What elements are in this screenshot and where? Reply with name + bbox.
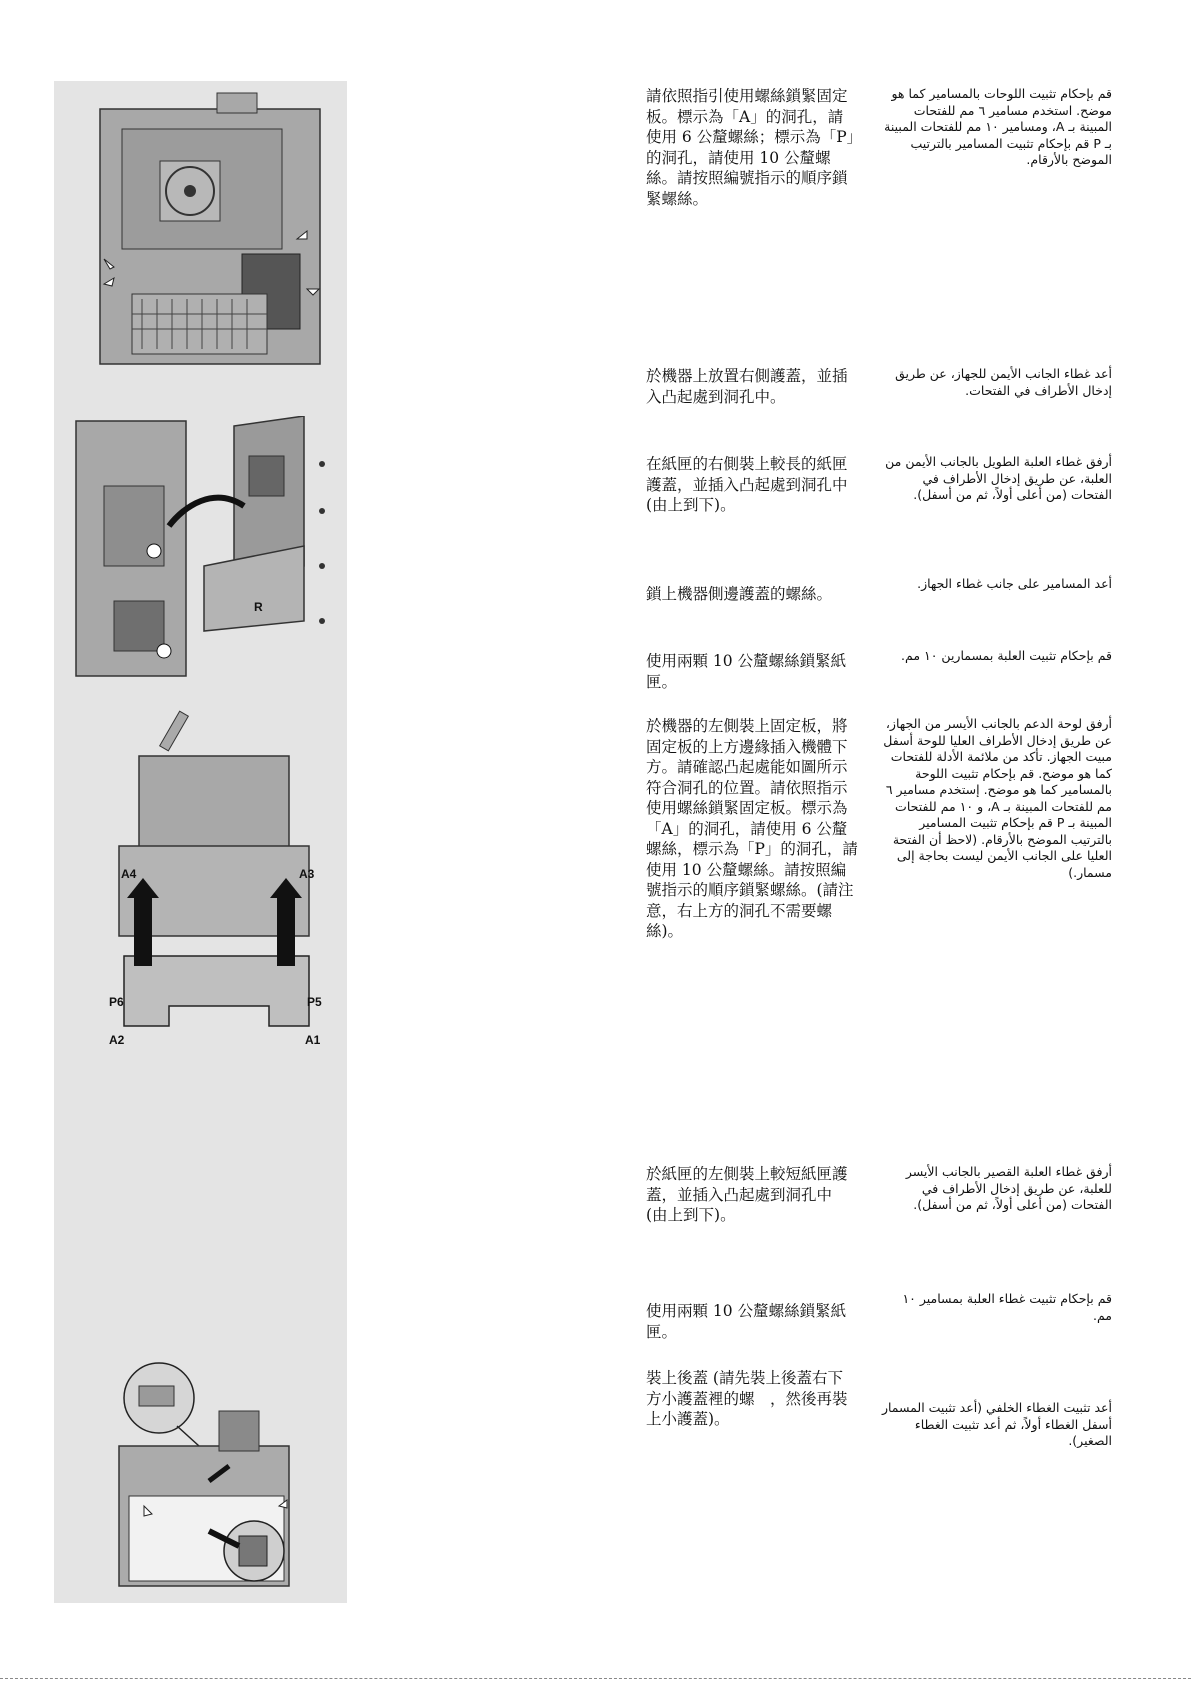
step-4-zh: 鎖上機器側邊護蓋的螺絲。 <box>646 585 833 603</box>
step-3-zh: 在紙匣的右側裝上較長的紙匣護蓋，並插入凸起處到洞孔中 (由上到下)。 <box>646 455 848 514</box>
step-9-ar: أعد تثبيت الغطاء الخلفي (أعد تثبيت المسمار أسفل الغطاء أولاً، ثم أعد تثبيت الغطاء الصغير). <box>881 1400 1112 1448</box>
rear-cover-illustration <box>99 1356 339 1596</box>
step-9-zh: 裝上後蓋 (請先裝上後蓋右下方小護蓋裡的螺 ，然後再裝上小護蓋)。 <box>646 1369 848 1428</box>
step-5-zh: 使用兩顆 10 公釐螺絲鎖緊紙匣。 <box>646 652 847 691</box>
step-8-ar: قم بإحكام تثبيت غطاء العلبة بمسامير ١٠ مم. <box>902 1291 1112 1323</box>
right-cover-label: R <box>254 600 263 614</box>
left-cover-illustration <box>94 1076 334 1346</box>
support-plate-illustration <box>109 706 329 1051</box>
step-1-ar: قم بإحكام تثبيت اللوحات بالمسامير كما هو موضح. استخدم مسامير ٦ مم للفتحات المبينة بـ A، ومسامير ١٠ مم للفتحات المبينة بـ P قم بإحكام تثبيت المسامير بالترتيب الموضح بالأرقام. <box>884 86 1112 167</box>
label-a2: A2 <box>109 1033 125 1047</box>
label-a3: A3 <box>299 867 315 881</box>
rear-plate-illustration <box>92 89 332 374</box>
step-3-ar: أرفق غطاء العلبة الطويل بالجانب الأيمن من العلبة، عن طريق إدخال الأطراف في الفتحات (من أعلى أولاً، ثم من أسفل). <box>885 454 1112 502</box>
step-7-zh: 於紙匣的左側裝上較短紙匣護蓋，並插入凸起處到洞孔中 (由上到下)。 <box>646 1165 848 1224</box>
label-a4: A4 <box>121 867 137 881</box>
illustration-panel <box>54 81 347 1603</box>
step-1-zh: 請依照指引使用螺絲鎖緊固定板。標示為「A」的洞孔，請使用 6 公釐螺絲；標示為「P」的洞孔，請使用 10 公釐螺絲。請按照編號指示的順序鎖緊螺絲。 <box>646 87 855 208</box>
label-p6: P6 <box>109 995 124 1009</box>
step-7-ar: أرفق غطاء العلبة القصير بالجانب الأيسر للعلبة، عن طريق إدخال الأطراف في الفتحات (من أعلى أولاً، ثم من أسفل). <box>905 1164 1112 1212</box>
right-covers-illustration <box>74 416 344 691</box>
step-6-zh: 於機器的左側裝上固定板，將固定板的上方邊緣插入機體下方。請確認凸起處能如圖所示符合洞孔的位置。請依照指示使用螺絲鎖緊固定板。標示為「A」的洞孔，請使用 6 公釐螺絲，標示為「P」的洞孔，請使用 10 公釐螺絲。請按照編號指示的順序鎖緊螺絲。(請注意，右上方的洞孔不需要螺絲)。 <box>646 717 858 940</box>
step-8-zh: 使用兩顆 10 公釐螺絲鎖緊紙匣。 <box>646 1302 847 1341</box>
page-bottom-rule <box>0 1678 1191 1679</box>
step-4-ar: أعد المسامير على جانب غطاء الجهاز. <box>917 576 1112 591</box>
step-2-zh: 於機器上放置右側護蓋，並插入凸起處到洞孔中。 <box>646 367 848 406</box>
step-5-ar: قم بإحكام تثبيت العلبة بمسمارين ١٠ مم. <box>901 648 1112 663</box>
label-p5: P5 <box>307 995 322 1009</box>
step-2-ar: أعد غطاء الجانب الأيمن للجهاز، عن طريق إدخال الأطراف في الفتحات. <box>895 366 1112 398</box>
step-6-ar: أرفق لوحة الدعم بالجانب الأيسر من الجهاز، عن طريق إدخال الأطراف العليا للوحة أسفل مبيت الجهاز. تأكد من ملائمة الأدلة للفتحات كما هو موضح. قم بإحكام تثبيت اللوحة بالمسامير كما هو موضح. إستخدم مسامير ٦ مم للفتحات المبينة بـ A، و ١٠ مم للفتحات المبينة بـ P قم بإحكام تثبيت المسامير بالترتيب الموضح بالأرقام. (لاحظ أن الفتحة العليا على الجانب الأيمن ليست بحاجة إلى مسمار.) <box>883 716 1112 880</box>
label-a1: A1 <box>305 1033 321 1047</box>
